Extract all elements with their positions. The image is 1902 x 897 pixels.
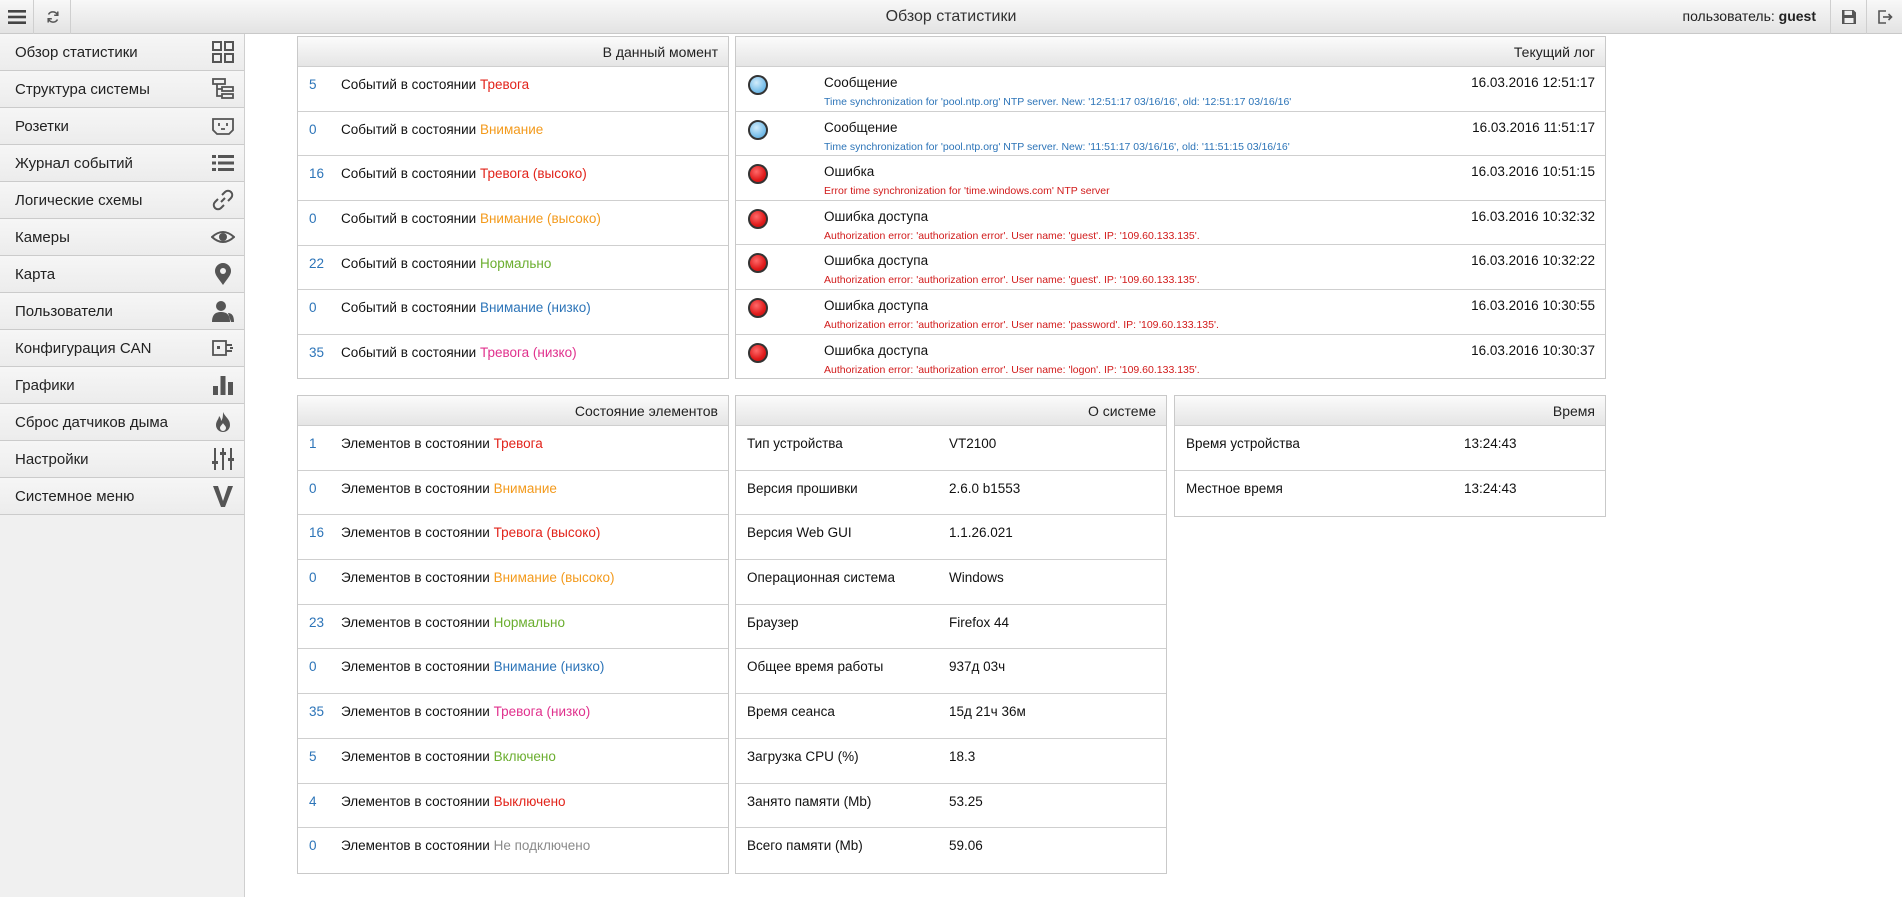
row-prefix: Событий в состоянии: [341, 77, 477, 92]
log-message: Authorization error: 'authorization error'. User name: 'guest'. IP: '109.60.133.135'.: [824, 229, 1200, 242]
sidebar-item-map[interactable]: [0, 256, 244, 293]
state-label: Тревога (высоко): [493, 525, 601, 541]
sidebar-item-label: Пользователи: [15, 302, 113, 320]
log-title: Ошибка доступа: [824, 297, 929, 313]
state-label: Тревога (низко): [493, 704, 591, 720]
current-log-panel: [735, 36, 1606, 379]
info-value: Firefox 44: [949, 614, 1010, 630]
log-entry[interactable]: [736, 67, 1605, 112]
info-value: Windows: [949, 570, 1004, 586]
info-key: Операционная система: [747, 570, 895, 586]
time-value: 13:24:43: [1464, 436, 1517, 451]
table-row: [298, 784, 728, 829]
logout-icon: [1877, 9, 1893, 25]
state-label: Внимание (низко): [479, 300, 591, 316]
sidebar-item-label: Карта: [15, 265, 56, 283]
log-title: Сообщение: [824, 75, 898, 90]
table-row: [298, 739, 728, 784]
state-label: Выключено: [493, 793, 566, 809]
log-entry[interactable]: [736, 245, 1605, 290]
event-count: 5: [309, 77, 317, 92]
event-count: 16: [309, 166, 325, 182]
element-count: 1: [309, 436, 317, 451]
table-row: [298, 156, 728, 201]
info-key: Время сеанса: [747, 704, 835, 720]
menu-toggle-button[interactable]: [0, 0, 34, 34]
row-prefix: Элементов в состоянии: [341, 570, 490, 586]
sidebar-item-sockets[interactable]: [0, 108, 244, 145]
info-value: 937д 03ч: [949, 659, 1006, 675]
link-icon: [210, 187, 236, 213]
log-title: Ошибка: [824, 164, 875, 180]
state-label: Не подключено: [493, 838, 591, 854]
sidebar-item-users[interactable]: [0, 293, 244, 330]
table-row: [298, 605, 728, 650]
log-entry[interactable]: [736, 112, 1605, 157]
table-row: [736, 649, 1166, 694]
table-row: [298, 67, 728, 112]
event-count: 0: [309, 300, 317, 316]
sidebar-item-system-menu[interactable]: [0, 478, 244, 515]
sidebar-item-label: Графики: [15, 376, 75, 394]
table-row: [298, 649, 728, 694]
element-count: 35: [309, 704, 325, 720]
element-count: 23: [309, 614, 325, 630]
log-message: Time synchronization for 'pool.ntp.org' NTP server. New: '12:51:17 03/16/16', old: '12:51:17 03/16/16': [824, 96, 1292, 108]
info-value: VT2100: [949, 436, 997, 451]
bar-chart-icon: [210, 372, 236, 398]
table-row: [298, 290, 728, 335]
table-row: [298, 694, 728, 739]
error-status-icon: [748, 164, 768, 184]
table-row: [298, 246, 728, 291]
info-key: Браузер: [747, 614, 799, 630]
sidebar-item-label: Логические схемы: [15, 191, 143, 209]
log-message: Error time synchronization for 'time.windows.com' NTP server: [824, 185, 1110, 198]
log-message: Time synchronization for 'pool.ntp.org' NTP server. New: '11:51:17 03/16/16', old: '11:51:15 03/16/16': [824, 140, 1290, 153]
row-prefix: Событий в состоянии: [341, 211, 477, 227]
sidebar-item-logic-schemes[interactable]: [0, 182, 244, 219]
state-label: Тревога (низко): [479, 345, 577, 361]
log-entry[interactable]: [736, 201, 1605, 246]
log-datetime: 16.03.2016 10:30:37: [1471, 342, 1595, 358]
sidebar-item-label: Сброс датчиков дыма: [15, 413, 169, 431]
error-status-icon: [748, 343, 768, 363]
table-row: [1175, 426, 1605, 471]
user-label: пользователь:: [1682, 8, 1775, 24]
sidebar-item-label: Журнал событий: [15, 154, 133, 172]
user-info: [1683, 0, 1817, 32]
sidebar: [0, 34, 245, 897]
table-row: [736, 605, 1166, 650]
table-row: [298, 112, 728, 157]
error-status-icon: [748, 298, 768, 318]
sliders-icon: [210, 446, 236, 472]
table-row: [736, 739, 1166, 784]
table-row: [298, 471, 728, 516]
log-title: Сообщение: [824, 119, 898, 135]
log-datetime: 16.03.2016 10:32:22: [1471, 253, 1595, 269]
sidebar-item-settings[interactable]: [0, 441, 244, 478]
row-prefix: Событий в состоянии: [341, 121, 477, 137]
sidebar-item-label: Системное меню: [15, 487, 135, 505]
element-count: 0: [309, 570, 317, 586]
info-key: Загрузка CPU (%): [747, 748, 859, 764]
error-status-icon: [748, 209, 768, 229]
time-panel: [1174, 395, 1606, 517]
table-row: [298, 201, 728, 246]
can-icon: [210, 335, 236, 361]
time-value: 13:24:43: [1464, 480, 1517, 496]
sidebar-item-structure[interactable]: [0, 71, 244, 108]
panel-title: В данный момент: [298, 37, 728, 67]
log-entry[interactable]: [736, 290, 1605, 335]
table-row: [736, 515, 1166, 560]
row-prefix: Элементов в состоянии: [341, 793, 490, 809]
page-title: Обзор статистики: [885, 8, 1017, 25]
user-name: guest: [1778, 8, 1816, 24]
state-label: Нормально: [493, 614, 566, 630]
refresh-button[interactable]: [35, 0, 71, 34]
sidebar-item-label: Камеры: [15, 228, 70, 246]
table-row: [736, 426, 1166, 471]
event-count: 0: [309, 121, 317, 137]
info-status-icon: [748, 75, 768, 95]
row-prefix: Элементов в состоянии: [341, 614, 490, 630]
info-key: Занято памяти (Mb): [747, 793, 872, 809]
table-row: [298, 426, 728, 471]
info-key: Общее время работы: [747, 659, 884, 675]
info-value: 59.06: [949, 838, 983, 854]
hamburger-icon: [8, 9, 26, 25]
table-row: [298, 335, 728, 380]
info-value: 15д 21ч 36м: [949, 704, 1026, 720]
sidebar-item-label: Структура системы: [15, 80, 150, 98]
sidebar-item-smoke-reset[interactable]: [0, 404, 244, 441]
panel-title: Состояние элементов: [298, 396, 728, 426]
state-label: Внимание: [493, 480, 557, 496]
element-count: 0: [309, 659, 317, 675]
log-datetime: 16.03.2016 12:51:17: [1471, 75, 1595, 90]
log-datetime: 16.03.2016 10:51:15: [1471, 164, 1595, 180]
log-message: Authorization error: 'authorization error'. User name: 'guest'. IP: '109.60.133.135'.: [824, 274, 1200, 287]
list-icon: [210, 150, 236, 176]
sidebar-item-cameras[interactable]: [0, 219, 244, 256]
log-message: Authorization error: 'authorization error'. User name: 'password'. IP: '109.60.133.135'.: [824, 318, 1219, 331]
map-pin-icon: [210, 261, 236, 287]
state-label: Внимание (высоко): [493, 570, 615, 586]
info-status-icon: [748, 120, 768, 140]
events-now-panel: [297, 36, 729, 379]
table-row: [736, 471, 1166, 516]
elements-state-panel: [297, 395, 729, 874]
element-count: 4: [309, 793, 317, 809]
table-row: [736, 828, 1166, 873]
state-label: Внимание (низко): [493, 659, 605, 675]
info-value: 53.25: [949, 793, 983, 809]
users-icon: [210, 298, 236, 324]
state-label: Включено: [493, 748, 556, 764]
top-header: [0, 0, 1902, 34]
sidebar-item-label: Обзор статистики: [15, 43, 138, 61]
row-prefix: Событий в состоянии: [341, 166, 477, 182]
flame-icon: [210, 409, 236, 435]
row-prefix: Элементов в состоянии: [341, 748, 490, 764]
table-row: [298, 515, 728, 560]
socket-icon: [210, 113, 236, 139]
sidebar-item-label: Конфигурация CAN: [15, 339, 152, 357]
sidebar-item-statistics[interactable]: [0, 34, 244, 71]
panel-title: Текущий лог: [736, 37, 1605, 67]
save-icon: [1841, 9, 1857, 25]
log-message: Authorization error: 'authorization error'. User name: 'logon'. IP: '109.60.133.135'.: [824, 363, 1200, 376]
table-row: [736, 784, 1166, 829]
save-button[interactable]: [1830, 0, 1866, 34]
logout-button[interactable]: [1866, 0, 1902, 34]
row-prefix: Элементов в состоянии: [341, 704, 490, 720]
eye-icon: [210, 224, 236, 250]
table-row: [298, 828, 728, 873]
element-count: 0: [309, 480, 317, 496]
info-key: Тип устройства: [747, 436, 843, 451]
sidebar-item-label: Розетки: [15, 117, 69, 135]
element-count: 5: [309, 748, 317, 764]
log-title: Ошибка доступа: [824, 208, 929, 224]
table-row: [298, 560, 728, 605]
info-key: Версия прошивки: [747, 480, 858, 496]
info-key: Всего памяти (Mb): [747, 838, 863, 854]
log-datetime: 16.03.2016 10:32:32: [1471, 208, 1595, 224]
row-prefix: Элементов в состоянии: [341, 436, 490, 451]
log-entry[interactable]: [736, 156, 1605, 201]
info-value: 2.6.0 b1553: [949, 480, 1021, 496]
panel-title: О системе: [736, 396, 1166, 426]
row-prefix: Элементов в состоянии: [341, 525, 490, 541]
event-count: 0: [309, 211, 317, 227]
log-title: Ошибка доступа: [824, 342, 929, 358]
event-count: 35: [309, 345, 325, 361]
time-key: Местное время: [1186, 480, 1283, 496]
about-system-panel: [735, 395, 1167, 874]
row-prefix: Событий в состоянии: [341, 345, 477, 361]
table-row: [736, 560, 1166, 605]
row-prefix: Событий в состоянии: [341, 300, 477, 316]
table-row: [1175, 471, 1605, 516]
log-title: Ошибка доступа: [824, 253, 929, 269]
event-count: 22: [309, 255, 325, 271]
log-datetime: 16.03.2016 10:30:55: [1471, 297, 1595, 313]
panel-title: Время: [1175, 396, 1605, 426]
log-datetime: 16.03.2016 11:51:17: [1472, 119, 1595, 135]
state-label: Тревога: [479, 77, 530, 92]
time-key: Время устройства: [1186, 436, 1300, 451]
element-count: 0: [309, 838, 317, 854]
info-key: Версия Web GUI: [747, 525, 852, 541]
table-row: [736, 694, 1166, 739]
state-label: Тревога (высоко): [479, 166, 587, 182]
info-value: 18.3: [949, 748, 976, 764]
state-label: Внимание: [479, 121, 544, 137]
element-count: 16: [309, 525, 325, 541]
v-icon: [210, 483, 236, 509]
row-prefix: Элементов в состоянии: [341, 838, 490, 854]
sidebar-item-can-config[interactable]: [0, 330, 244, 367]
sidebar-item-label: Настройки: [15, 450, 89, 468]
row-prefix: Элементов в состоянии: [341, 480, 490, 496]
refresh-icon: [46, 10, 60, 24]
row-prefix: Событий в состоянии: [341, 255, 477, 271]
state-label: Нормально: [479, 255, 552, 271]
grid-icon: [210, 39, 236, 65]
row-prefix: Элементов в состоянии: [341, 659, 490, 675]
sidebar-item-event-log[interactable]: [0, 145, 244, 182]
state-label: Тревога: [493, 436, 543, 451]
state-label: Внимание (высоко): [479, 211, 601, 227]
log-entry[interactable]: [736, 335, 1605, 380]
sidebar-item-charts[interactable]: [0, 367, 244, 404]
info-value: 1.1.26.021: [949, 525, 1013, 541]
error-status-icon: [748, 253, 768, 273]
tree-icon: [210, 76, 236, 102]
